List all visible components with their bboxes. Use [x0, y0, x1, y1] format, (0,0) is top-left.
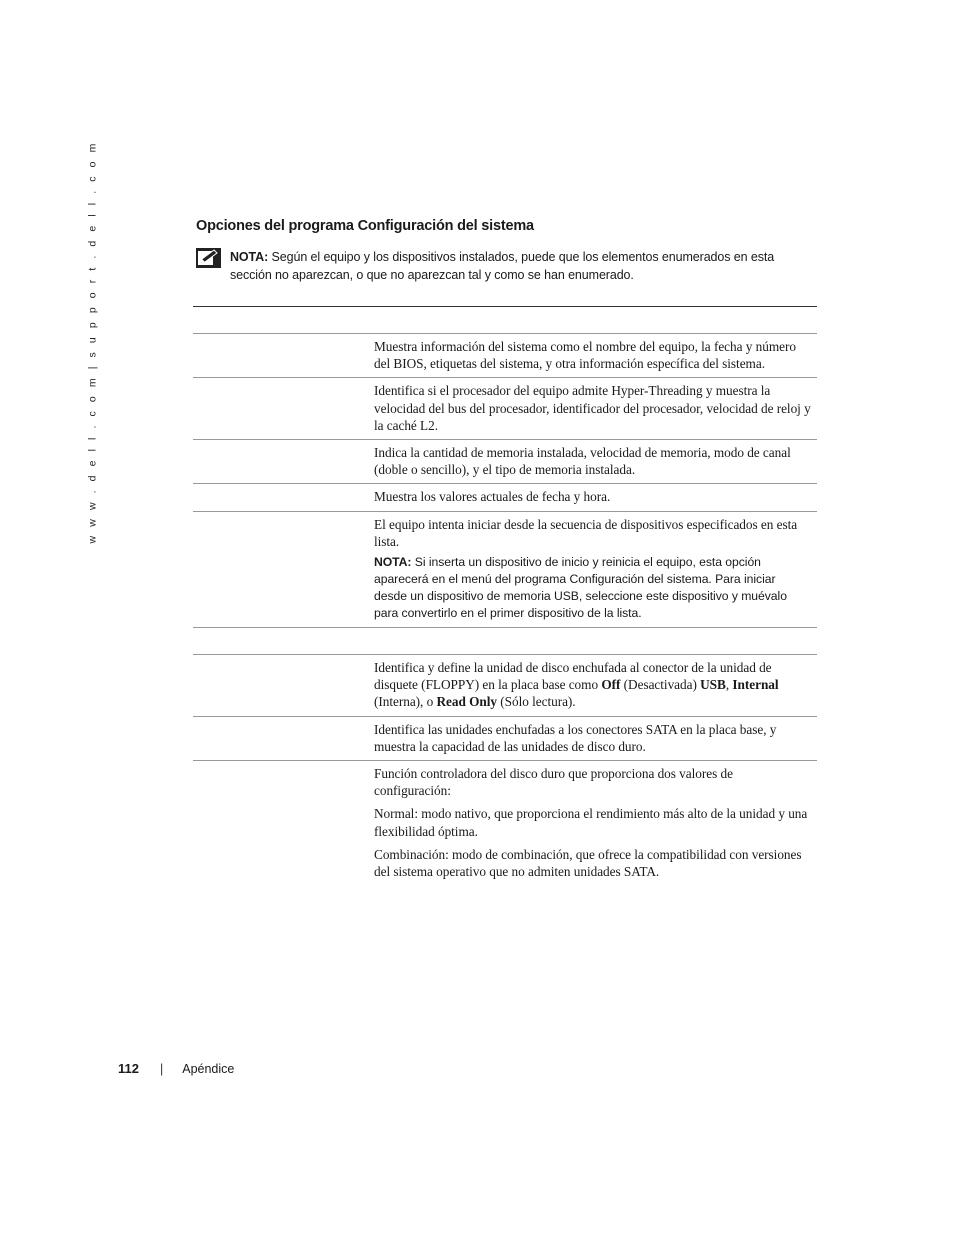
- row-description: Muestra los valores actuales de fecha y hora.: [374, 489, 611, 505]
- table-row: [193, 717, 817, 761]
- text-run: Identifica y define la unidad de disco enchufada al conector de la unidad de disquete (FLOPPY) en la placa base como: [374, 660, 772, 693]
- section-title: Opciones del programa Configuración del sistema: [196, 218, 534, 234]
- row-description: Combinación: modo de combinación, que ofrece la compatibilidad con versiones del sistema operativo que no admiten unidades SATA.: [374, 846, 802, 880]
- chapter-name: Apéndice: [182, 1061, 235, 1076]
- option-read-only: Read Only: [436, 694, 497, 710]
- option-off: Off: [601, 677, 621, 693]
- text-run: (Desactivada): [620, 677, 701, 693]
- row-description: Identifica las unidades enchufadas a los conectores SATA en la placa base, y muestra la capacidad de las unidades de disco duro.: [374, 721, 777, 754]
- table-section-row: [193, 628, 817, 655]
- note-label: NOTA:: [230, 250, 269, 264]
- row-description: Muestra información del sistema como el nombre del equipo, la fecha y número del BIOS, etiquetas del sistema, y otra información específica del sistema.: [374, 339, 796, 372]
- row-description: [374, 659, 811, 711]
- text-run: (Interna), o: [374, 694, 437, 710]
- table-header-row: [193, 306, 817, 334]
- options-table: [193, 306, 817, 885]
- row-description: Normal: modo nativo, que proporciona el rendimiento más alto de la unidad y una flexibilidad óptima.: [374, 806, 808, 839]
- row-note: [374, 554, 811, 622]
- text-run: (Sólo lectura).: [497, 694, 576, 710]
- page-number: 112: [118, 1061, 139, 1076]
- row-description: Función controladora del disco duro que proporciona dos valores de configuración:: [374, 766, 733, 799]
- row-description: El equipo intenta iniciar desde la secuencia de dispositivos especificados en esta lista.: [374, 516, 798, 549]
- pencil-note-icon: [196, 248, 221, 268]
- row-note-text: Si inserta un dispositivo de inicio y reinicia el equipo, esta opción aparecerá en el menú del programa Configuración del sistema. Para iniciar desde un dispositivo de memoria USB, seleccione este dispositivo y muévalo para convertirlo en el primer dispositivo de la lista.: [374, 555, 787, 621]
- note-block: [196, 248, 816, 284]
- table-row: [193, 655, 817, 717]
- table-row: [193, 440, 817, 484]
- note-body: Según el equipo y los dispositivos instalados, puede que los elementos enumerados en esta sección no aparezcan, o que no aparezcan tal y como se han enumerado.: [230, 250, 775, 282]
- page-footer: [118, 1061, 234, 1076]
- table-row: [193, 378, 817, 440]
- note-text: [230, 248, 816, 284]
- side-url-text: w w w . d e l l . c o m | s u p p o r t . d e l l . c o m: [86, 140, 99, 544]
- text-run: ,: [725, 677, 733, 693]
- table-row: [193, 334, 817, 378]
- table-row: [193, 512, 817, 628]
- row-description: Indica la cantidad de memoria instalada, velocidad de memoria, modo de canal (doble o sencillo), y el tipo de memoria instalada.: [374, 445, 791, 478]
- table-row: [193, 484, 817, 511]
- row-note-label: NOTA:: [374, 555, 412, 570]
- side-url: [84, 140, 100, 544]
- footer-separator: |: [159, 1061, 164, 1076]
- row-description: Identifica si el procesador del equipo admite Hyper-Threading y muestra la velocidad del bus del procesador, identificador del procesador, velocidad de reloj y la caché L2.: [374, 383, 811, 433]
- table-row: [193, 761, 817, 885]
- option-usb: USB: [700, 677, 726, 693]
- option-internal: Internal: [732, 677, 779, 693]
